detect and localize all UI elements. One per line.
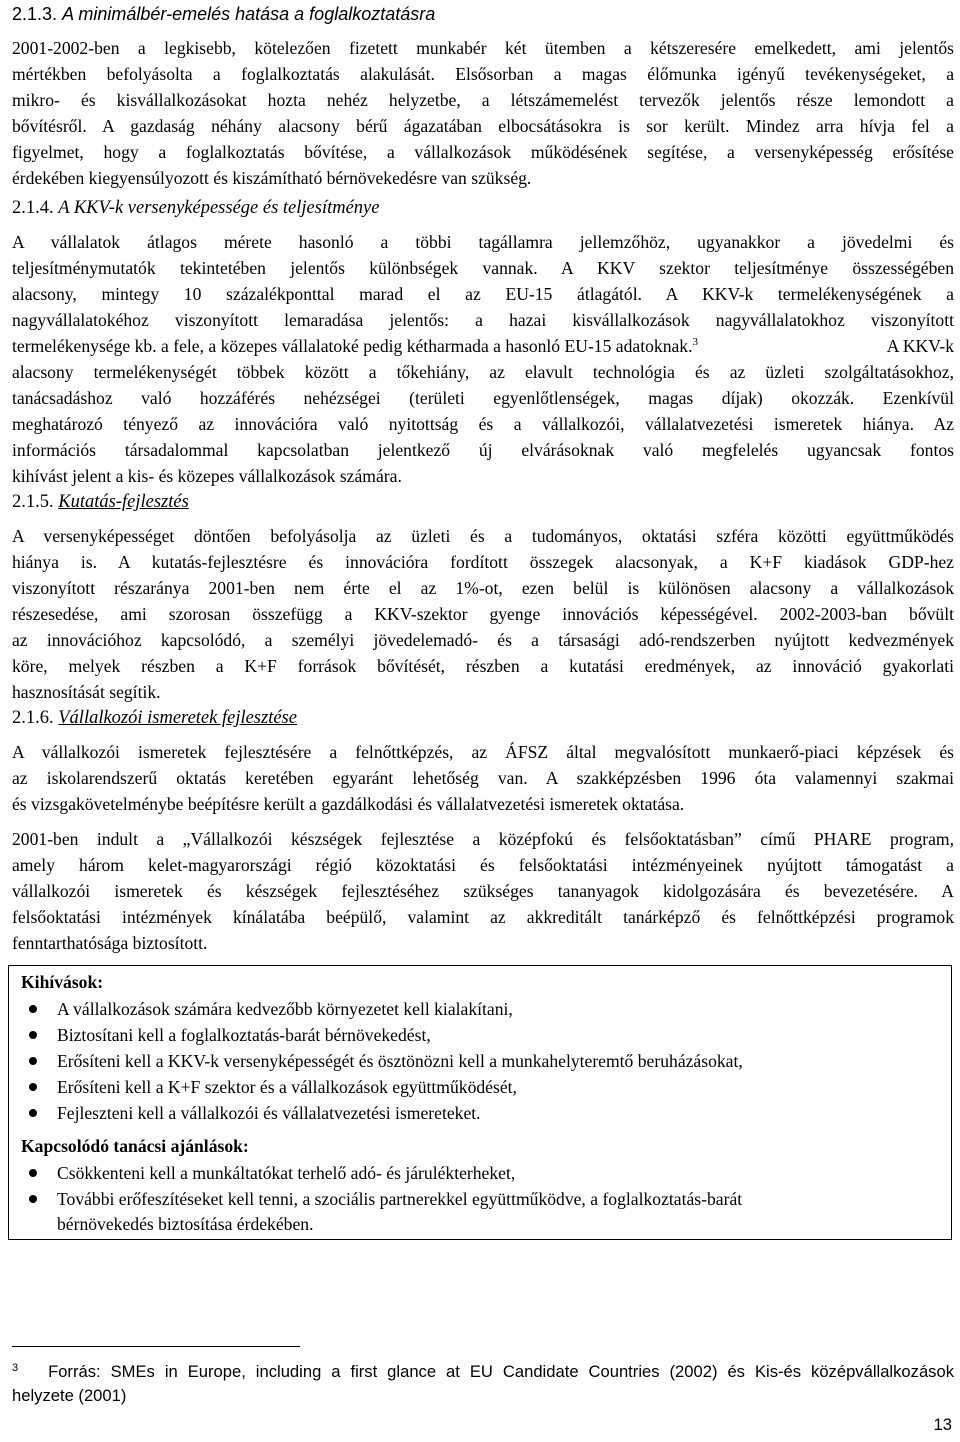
paragraph-line: és vizsgakövetelménybe beépítésre került a gazdálkodási és vállalatvezetési ismeretek oktatása. — [12, 794, 685, 814]
paragraph-line: meghatározó tényező az innovációra való nyitottság és a vállalkozói, vállalatvezetési ismeretek hiánya. Az — [12, 414, 954, 434]
challenges-title: Kihívások: — [21, 972, 104, 992]
paragraph-line: részesedése, ami szorosan összefügg a KKV-szektor gyenge innovációs képességével. 2002-2003-ban bővült — [12, 604, 954, 624]
paragraph-line: érdekében kiegyensúlyozott és kiszámítható bérnövekedésre van szükség. — [12, 168, 532, 188]
paragraph-line: az innovációhoz kapcsolódó, a személyi jövedelemadó- és a társasági adó-rendszerben nyújtott kedvezmények — [12, 630, 954, 650]
paragraph-line: hiánya is. A kutatás-fejlesztésre és innovációra fordított összegek alacsonyak, a K+F kiadások GDP-hez — [12, 552, 954, 572]
paragraph-line: viszonyított részaránya 2001-ben nem érte el az 1%-ot, ezen belül is különösen alacsony a vállalkozások — [12, 578, 954, 598]
footnote-separator — [12, 1346, 300, 1347]
paragraph-line: fenntarthatósága biztosított. — [12, 933, 208, 953]
paragraph-line: hasznosítását segítik. — [12, 682, 161, 702]
paragraph-line: kihívást jelent a kis- és közepes vállalkozások számára. — [12, 466, 402, 486]
paragraph-line: mértékben befolyásolta a foglalkoztatás alakulását. Elsősorban a magas élőmunka igényű tevékenységeket, a — [12, 64, 954, 84]
paragraph-line: bővítésről. A gazdaság néhány alacsony bérű ágazatában elbocsátásokra is sor került. Mindez arra hívja fel a — [12, 116, 954, 136]
paragraph-line: tanácsadáshoz való hozzáférés nehézségei (területi egyenlőtlenségek, magas díjak) okozzák. Ezenkívül — [12, 388, 954, 408]
footnote-mark: 3 — [12, 1362, 19, 1374]
paragraph-line: termelékenysége kb. a fele, a közepes vállalatoké pedig kétharmada a hasonló EU-15 adatoknak.$^3$ A KKV-k — [12, 336, 954, 356]
paragraph-line: figyelmet, hogy a foglalkoztatás bővítése, a vállalkozások működésének segítése, a versenyképesség erősítése — [12, 142, 954, 162]
paragraph-line: A versenyképességet döntően befolyásolja az üzleti és a tudományos, oktatási szféra közötti együttműködés — [12, 526, 954, 546]
section-heading-2-1-4: 2.1.4. A KKV-k versenyképessége és teljesítménye — [12, 198, 380, 218]
footnote-line: helyzete (2001) — [12, 1386, 127, 1405]
section-heading-2-1-5: 2.1.5. Kutatás-fejlesztés — [12, 492, 189, 512]
paragraph-line: 2001-2002-ben a legkisebb, kötelezően fizetett munkabér két ütemben a kétszeresére emelkedett, ami jelentős — [12, 38, 954, 58]
paragraph-line: alacsony, mintegy 10 százalékponttal marad el az EU-15 átlagától. A KKV-k termelékenységének a — [12, 284, 954, 304]
footnote-reference[interactable]: 3 — [692, 336, 698, 349]
paragraph-line: A vállalatok átlagos mérete hasonló a többi tagállamra jellemzőhöz, ugyanakkor a jövedelmi és — [12, 232, 954, 252]
recommendations-title: Kapcsolódó tanácsi ajánlások: — [21, 1136, 249, 1156]
summary-box: Kihívások: A vállalkozások számára kedvezőbb környezetet kell kialakítani, Biztosítani kell a foglalkoztatás-barát bérnövekedést, Erősíteni kell a KKV-k versenyképességét és ösztönözni kell a munkahelyteremtő beruházásokat, Erősíteni kell a K+F szektor és a vállalkozások együttműködését, Fejleszteni kell a vállalkozói és vállalatvezetési ismereteket. Kapcsolódó tanácsi ajánlások: Csökkenteni kell a munkáltatókat terhelő adó- és járulékterheket, További erőfeszítéseket kell tenni, a szociális partnerekkel együttműködve, a foglalkoztatás-barát bérnövekedés biztosítása érdekében. — [8, 965, 952, 1240]
paragraph-line: amely három kelet-magyarországi régió közoktatási és felsőoktatási intézményeinek nyújtott támogatást a — [12, 855, 954, 875]
paragraph-line: felsőoktatási intézmények kínálatába beépülő, valamint az akkreditált tanárképző és felnőttképzési programok — [12, 907, 954, 927]
section-heading-2-1-3: 2.1.3. A minimálbér-emelés hatása a foglalkoztatásra — [12, 4, 436, 24]
paragraph-line: köre, melyek részben a K+F források bővítését, részben a kutatási eredmények, az innováció gyakorlati — [12, 656, 954, 676]
page-number: 13 — [933, 1415, 952, 1434]
section-heading-2-1-6: 2.1.6. Vállalkozói ismeretek fejlesztése — [12, 708, 297, 728]
paragraph-line: az iskolarendszerű oktatás keretében egyaránt lehetőség van. A szakképzésben 1996 óta valamennyi szakmai — [12, 768, 954, 788]
paragraph-line: nagyvállalatokéhoz viszonyított lemaradása jelentős: a hazai kisvállalkozások nagyvállalatokhoz viszonyított — [12, 310, 954, 330]
paragraph-line: alacsony termelékenységét többek között a tőkehiány, az elavult technológia és az üzleti szolgáltatásokhoz, — [12, 362, 954, 382]
paragraph-line: A vállalkozói ismeretek fejlesztésére a felnőttképzés, az ÁFSZ által megvalósított munkaerő-piaci képzések és — [12, 742, 954, 762]
paragraph-line: 2001-ben indult a „Vállalkozói készségek fejlesztése a középfokú és felsőoktatásban” című PHARE program, — [12, 829, 954, 849]
paragraph-line: mikro- és kisvállalkozásokat hozta nehéz helyzetbe, a létszámemelést tervezők jelentős része lemondott a — [12, 90, 954, 110]
paragraph-line: információs társadalommal kapcsolatban jelentkező új elvárásoknak való megfelelés ugyancsak fontos — [12, 440, 954, 460]
paragraph-line: teljesítménymutatók tekintetében jelentős különbségek vannak. A KKV szektor teljesítménye összességében — [12, 258, 954, 278]
paragraph-line: vállalkozói ismeretek és készségek fejlesztéséhez szükséges tananyagok kidolgozására és bevezetésére. A — [12, 881, 954, 901]
footnote-line: $^3$ Forrás: SMEs in Europe, including a first glance at EU Candidate Countries (2002) és Kis-és középvállalkozások — [12, 1362, 954, 1381]
